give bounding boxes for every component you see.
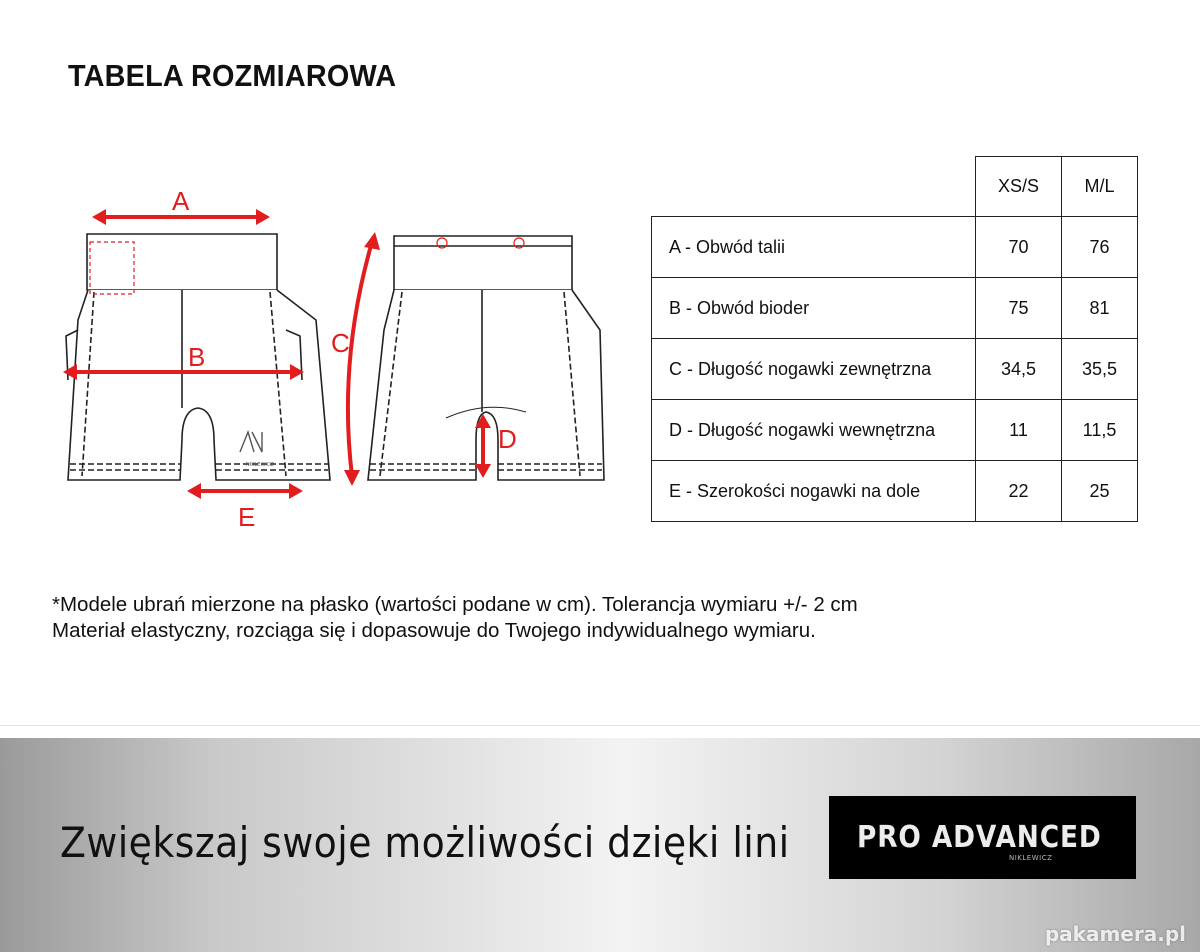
banner-tagline: Zwiększaj swoje możliwości dzięki lini [60,818,790,867]
mini-brand-text: NIKLEWICZ [246,462,274,468]
label-c: C [331,328,350,358]
size-table [651,156,1138,522]
table-row [652,339,1138,400]
value-m-l: 25 [1062,461,1138,522]
promo-banner [0,738,1200,952]
value-m-l: 35,5 [1062,339,1138,400]
size-header-xs-s: XS/S [976,157,1062,217]
value-xs-s: 22 [976,461,1062,522]
measurement-label: A - Obwód talii [652,217,976,278]
measurement-label: C - Długość nogawki zewnętrzna [652,339,976,400]
brand-logo-subtext: NIKLEWICZ [1009,854,1053,862]
table-row [652,217,1138,278]
watermark: pakamera.pl [1044,922,1186,946]
measurement-label: E - Szerokości nogawki na dole [652,461,976,522]
table-row [652,400,1138,461]
value-m-l: 11,5 [1062,400,1138,461]
footnote-line-2: Materiał elastyczny, rozciąga się i dopasowuje do Twojego indywidualnego wymiaru. [52,619,816,642]
label-a: A [172,186,190,216]
label-b: B [188,342,206,372]
measure-arrow-e [187,483,303,499]
value-m-l: 76 [1062,217,1138,278]
shorts-back-view [368,236,604,480]
page-title: TABELA ROZMIAROWA [68,58,397,93]
measurement-label: D - Długość nogawki wewnętrzna [652,400,976,461]
brand-logo-text: PRO ADVANCED [857,820,1102,855]
measurement-footnote [52,592,858,644]
header-blank-cell [652,157,976,217]
size-table-header [652,157,1138,217]
label-e: E [238,502,256,532]
value-xs-s: 70 [976,217,1062,278]
value-xs-s: 75 [976,278,1062,339]
measurement-label: B - Obwód bioder [652,278,976,339]
value-xs-s: 11 [976,400,1062,461]
shorts-measurement-diagram [30,180,630,540]
table-row [652,461,1138,522]
size-header-m-l: M/L [1062,157,1138,217]
brand-logo [829,796,1136,879]
value-m-l: 81 [1062,278,1138,339]
label-d: D [498,424,517,454]
table-row [652,278,1138,339]
footnote-line-1: *Modele ubrań mierzone na płasko (wartości podane w cm). Tolerancja wymiaru +/- 2 cm [52,593,858,616]
value-xs-s: 34,5 [976,339,1062,400]
